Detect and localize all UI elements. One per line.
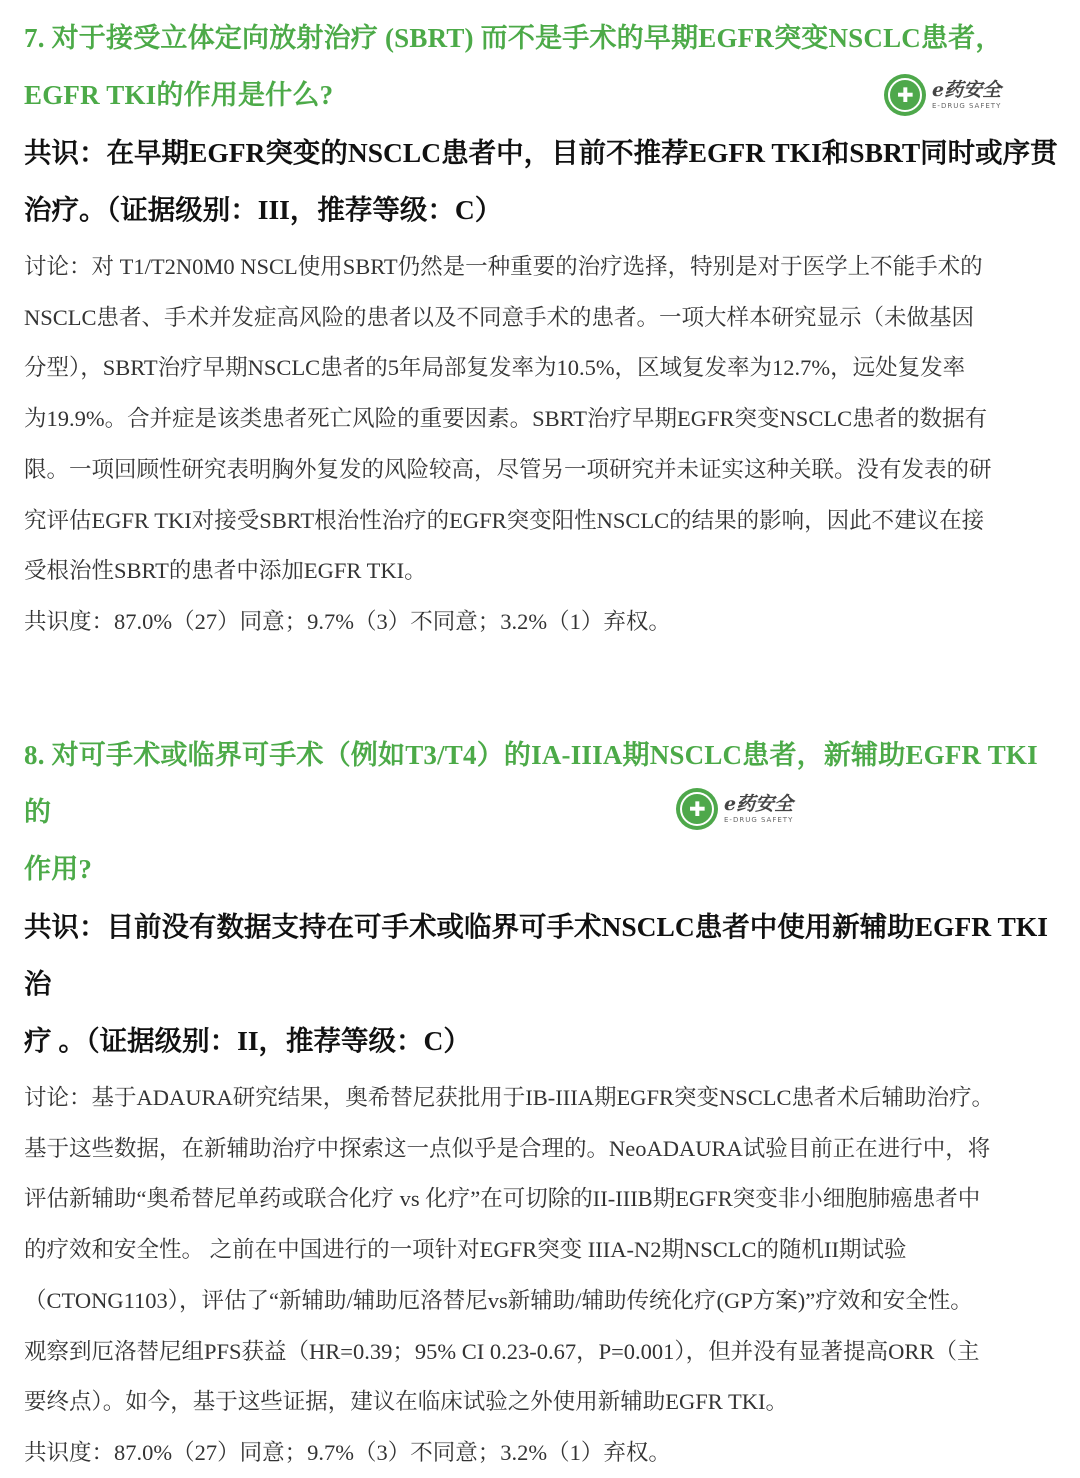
consensus-line: 疗 。（证据级别：II，推荐等级：C） [24, 1025, 471, 1056]
discussion-line: （CTONG1103），评估了“新辅助/辅助厄洛替尼vs新辅助/辅助传统化疗(GP方案)”疗效和安全性。 [24, 1287, 973, 1313]
discussion-line: 受根治性SBRT的患者中添加EGFR TKI。 [24, 558, 427, 584]
e-drug-safety-logo [884, 72, 1001, 118]
discussion-line: 究评估EGFR TKI对接受SBRT根治性治疗的EGFR突变阳性NSCLC的结果的影响，因此不建议在接 [24, 507, 985, 533]
consensus-statement [24, 124, 1064, 238]
agreement-line: 共识度：87.0%（27）同意；9.7%（3）不同意；3.2%（1）弃权。 [24, 1439, 671, 1465]
medical-cross-icon: ✚ [676, 788, 718, 830]
discussion-line: 基于这些数据，在新辅助治疗中探索这一点似乎是合理的。NeoADAURA试验目前正在进行中，将 [24, 1135, 991, 1161]
logo-en-text: E-DRUG SAFETY [724, 816, 794, 824]
discussion-line: 评估新辅助“奥希替尼单药或联合化疗 vs 化疗”在可切除的II-IIIB期EGFR突变非小细胞肺癌患者中 [24, 1186, 981, 1212]
discussion-line: 要终点）。如今，基于这些证据，建议在临床试验之外使用新辅助EGFR TKI。 [24, 1389, 788, 1415]
e-drug-safety-logo [676, 786, 793, 832]
discussion-line: NSCLC患者、手术并发症高风险的患者以及不同意手术的患者。一项大样本研究显示（未做基因 [24, 304, 975, 330]
medical-cross-icon: ✚ [884, 74, 926, 116]
question-line: 7. 对于接受立体定向放射治疗 (SBRT) 而不是手术的早期EGFR突变NSCLC患者， [24, 23, 1003, 53]
logo-cn-text: e药安全 [932, 79, 1002, 101]
consensus-line: 治疗。（证据级别：III，推荐等级：C） [24, 194, 503, 225]
agreement-line: 共识度：87.0%（27）同意；9.7%（3）不同意；3.2%（1）弃权。 [24, 608, 671, 634]
discussion-line: 为19.9%。合并症是该类患者死亡风险的重要因素。SBRT治疗早期EGFR突变NSCLC患者的数据有 [24, 406, 988, 432]
discussion-line: 讨论：基于ADAURA研究结果，奥希替尼获批用于IB-IIIA期EGFR突变NSCLC患者术后辅助治疗。 [24, 1085, 995, 1110]
consensus-line: 共识：在早期EGFR突变的NSCLC患者中，目前不推荐EGFR TKI和SBRT同时或序贯 [24, 137, 1058, 168]
question-heading [24, 727, 1064, 898]
discussion-line: 讨论：对 T1/T2N0M0 NSCL使用SBRT仍然是一种重要的治疗选择，特别是对于医学上不能手术的 [24, 254, 983, 279]
logo-en-text: E-DRUG SAFETY [932, 102, 1002, 110]
question-line: 8. 对可手术或临界可手术（例如T3/T4）的IA-IIIA期NSCLC患者，新辅助EGFR TKI的 [24, 740, 1038, 827]
discussion-line: 限。一项回顾性研究表明胸外复发的风险较高，尽管另一项研究并未证实这种关联。没有发表的研 [24, 456, 992, 482]
discussion-paragraph [24, 1073, 1064, 1428]
discussion-line: 分型），SBRT治疗早期NSCLC患者的5年局部复发率为10.5%，区域复发率为12.7%，远处复发率 [24, 355, 966, 381]
question-line: 作用? [24, 854, 93, 884]
discussion-line: 的疗效和安全性。 之前在中国进行的一项针对EGFR突变 IIIA-N2期NSCLC的随机II期试验 [24, 1237, 907, 1263]
section-8 [24, 727, 1064, 1478]
consensus-statement [24, 898, 1064, 1069]
consensus-line: 共识：目前没有数据支持在可手术或临界可手术NSCLC患者中使用新辅助EGFR TKI治 [24, 911, 1048, 999]
discussion-line: 观察到厄洛替尼组PFS获益（HR=0.39；95% CI 0.23-0.67，P=0.001），但并没有显著提高ORR（主 [24, 1338, 980, 1364]
question-line: EGFR TKI的作用是什么? [24, 80, 334, 110]
logo-cn-text: e药安全 [724, 793, 794, 815]
discussion-paragraph [24, 242, 1064, 597]
